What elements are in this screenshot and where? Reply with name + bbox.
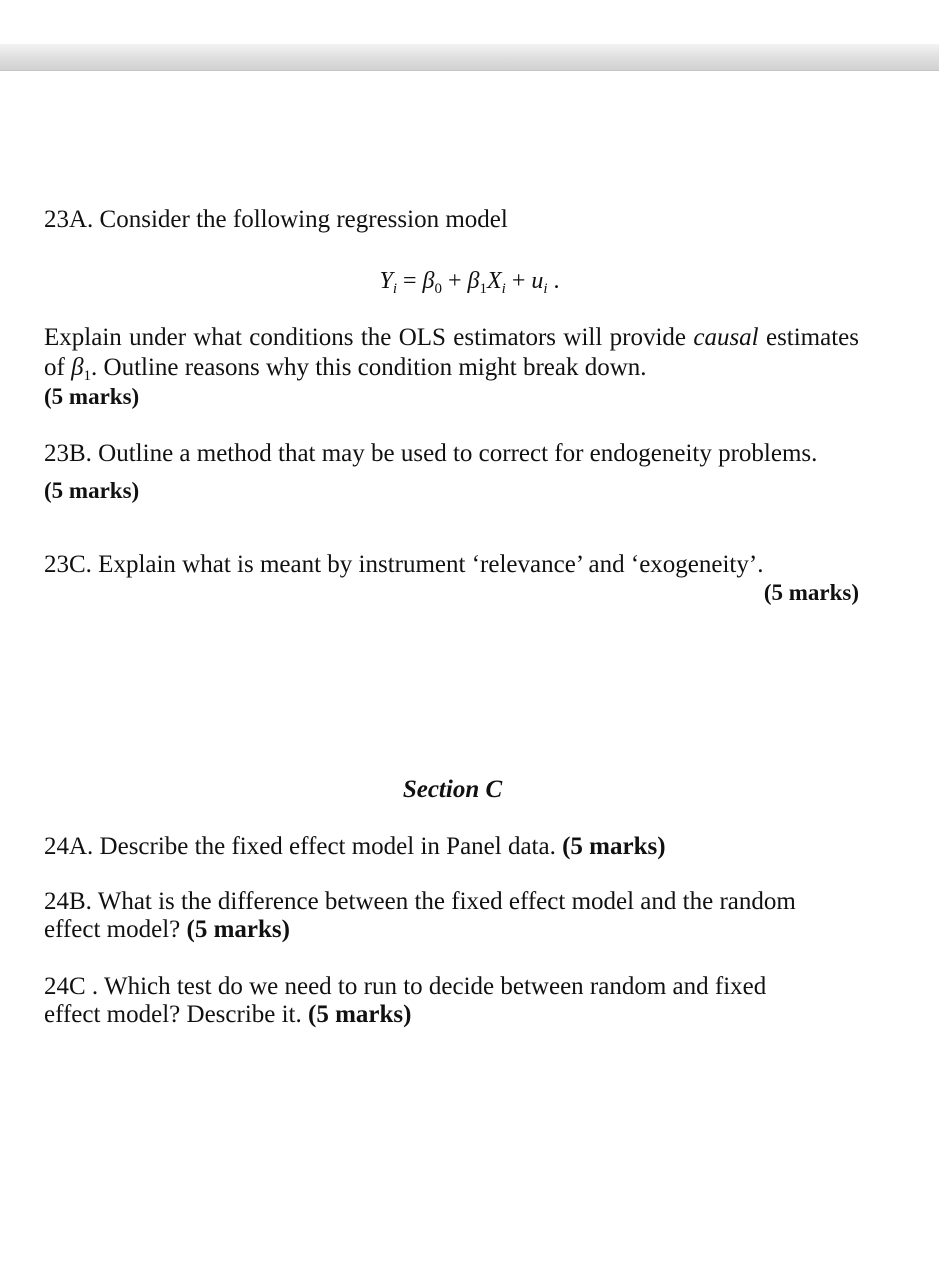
section-c-title: Section C	[402, 776, 503, 803]
question-24a	[44, 832, 859, 862]
question-23b-text: 23B. Outline a method that may be used to correct for endogeneity problems.	[44, 440, 818, 467]
eq-x: X	[486, 268, 502, 294]
question-23a-intro	[44, 205, 859, 235]
eq-y: Y	[379, 268, 393, 294]
question-23b	[44, 440, 859, 505]
window-top-bar	[0, 44, 939, 71]
question-24c-text: 24C . Which test do we need to run to decide between random and fixed effect model? Describe it.	[44, 973, 767, 1028]
question-23a-marks: (5 marks)	[44, 384, 140, 409]
question-24b-text: 24B. What is the difference between the fixed effect model and the random effect model?	[44, 888, 796, 943]
eq-x-sub: i	[501, 281, 506, 297]
question-23a-text-2: estimates of	[44, 324, 860, 381]
question-24c	[44, 973, 814, 1029]
eq-u: u	[531, 268, 544, 294]
question-24c-marks: (5 marks)	[308, 1001, 412, 1028]
eq-equals: =	[396, 268, 423, 294]
question-23b-marks: (5 marks)	[44, 478, 140, 503]
eq-beta1-sub: 1	[479, 281, 487, 297]
eq-beta0: β	[422, 268, 435, 294]
question-23a-text-3: . Outline reasons why this condition might break down.	[91, 354, 647, 381]
eq-plus-1: +	[441, 268, 468, 294]
question-23a-body	[44, 323, 859, 411]
eq-plus-2: +	[505, 268, 532, 294]
eq-y-sub: i	[392, 281, 397, 297]
eq-beta1: β	[467, 268, 480, 294]
question-23c-text: 23C. Explain what is meant by instrument ‘relevance’ and ‘exogeneity’.	[44, 551, 764, 578]
question-24a-marks: (5 marks)	[562, 833, 666, 860]
question-24b-marks: (5 marks)	[186, 916, 290, 943]
eq-beta0-sub: 0	[434, 281, 442, 297]
question-23a-beta-sub: 1	[83, 368, 92, 384]
question-23a-text-italic: causal	[693, 324, 759, 351]
eq-u-sub: i	[543, 281, 548, 297]
question-23a-intro-text: 23A. Consider the following regression model	[44, 206, 508, 233]
question-23c-marks: (5 marks)	[763, 580, 859, 605]
question-24a-text: 24A. Describe the fixed effect model in Panel data.	[44, 833, 556, 860]
question-23c	[44, 551, 859, 607]
question-24b	[44, 888, 804, 944]
regression-equation	[0, 266, 939, 296]
question-23a-beta: β	[71, 354, 84, 381]
eq-period: .	[547, 268, 560, 294]
question-23a-text-1: Explain under what conditions the OLS estimators will provide	[44, 324, 694, 351]
